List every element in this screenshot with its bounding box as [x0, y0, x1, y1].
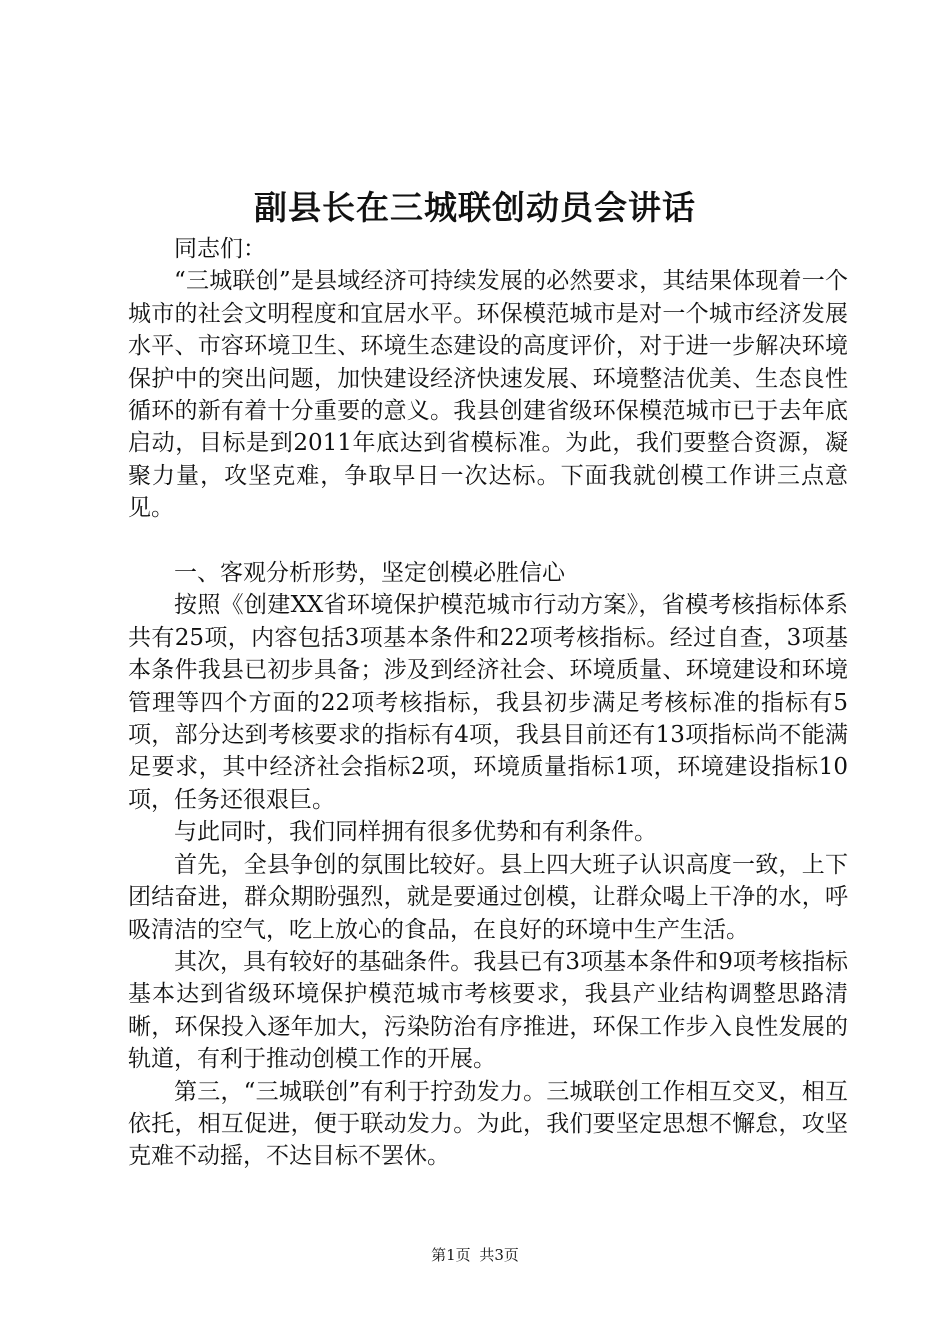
body-paragraph: 与此同时，我们同样拥有很多优势和有利条件。 [174, 819, 657, 846]
page-footer [0, 1244, 950, 1266]
body-paragraph: 按照《创建XX省环境保护模范城市行动方案》，省模考核指标体系共有25项，内容包括3项基本条件和22项考核指标。经过自查，3项基本条件我县已初步具备；涉及到经济社会、环境质量、环境建设和环境管理等四个方面的22项考核指标，我县初步满足考核标准的指标有5项，部分达到考核要求的指标有4项，我县目前还有13项指标尚不能满足要求，其中经济社会指标2项，环境质量指标1项，环境建设指标10项，任务还很艰巨。 [128, 592, 848, 813]
section-heading: 一、客观分析形势，坚定创模必胜信心 [174, 560, 565, 587]
body-paragraph: “三城联创”是县域经济可持续发展的必然要求，其结果体现着一个城市的社会文明程度和宜居水平。环保模范城市是对一个城市经济发展水平、市容环境卫生、环境生态建设的高度评价，对于进一步解决环境保护中的突出问题，加快建设经济快速发展、环境整洁优美、生态良性循环的新有着十分重要的意义。我县创建省级环保模范城市已于去年底启动，目标是到2011年底达到省模标准。为此，我们要整合资源，凝聚力量，攻坚克难，争取早日一次达标。下面我就创模工作讲三点意见。 [128, 268, 848, 522]
body-paragraph: 首先，全县争创的氛围比较好。县上四大班子认识高度一致，上下团结奋进，群众期盼强烈，就是要通过创模，让群众喝上干净的水，呼吸清洁的空气，吃上放心的食品，在良好的环境中生产生活。 [128, 851, 848, 943]
document-body [128, 233, 848, 1173]
body-paragraph: 第三，“三城联创”有利于拧劲发力。三城联创工作相互交叉，相互依托，相互促进，便于联动发力。为此，我们要坚定思想不懈怠，攻坚克难不动摇，不达目标不罢休。 [128, 1078, 848, 1170]
blank-line [128, 525, 848, 557]
document-title: 副县长在三城联创动员会讲话 [254, 188, 696, 227]
page-total: 共3页 [479, 1246, 519, 1264]
body-paragraph: 其次，具有较好的基础条件。我县已有3项基本条件和9项考核指标基本达到省级环境保护模范城市考核要求，我县产业结构调整思路清晰，环保投入逐年加大，污染防治有序推进，环保工作步入良性发展的轨道，有利于推动创模工作的开展。 [128, 948, 848, 1073]
page-number: 第1页 [431, 1246, 471, 1264]
salutation: 同志们： [174, 236, 266, 262]
